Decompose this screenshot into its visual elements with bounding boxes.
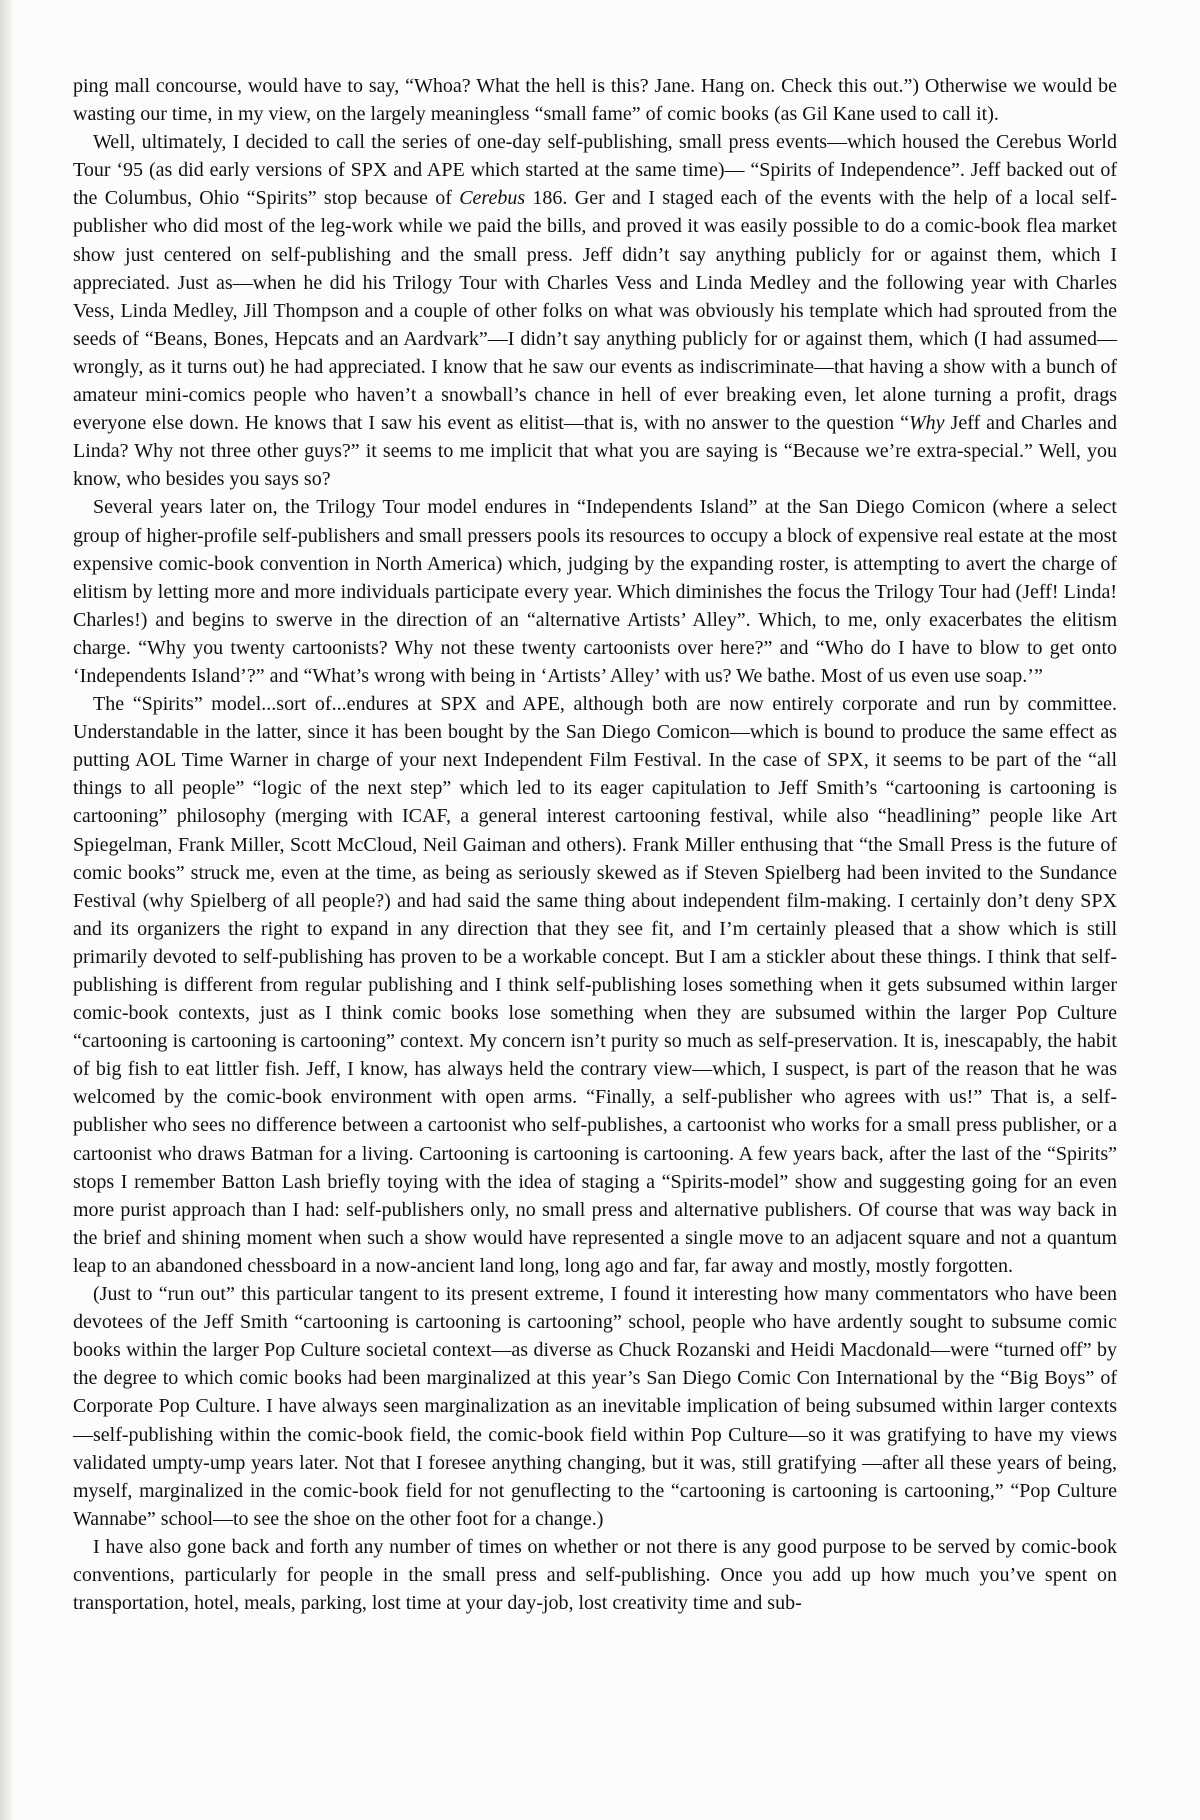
article-body [73, 72, 1117, 1617]
text-run: Jeff and Charles and Linda? Why not three other guys?” it seems to me implicit that what you are saying is “Because we’re extra-special.” Well, you know, who besides you says so? [73, 412, 1118, 491]
paragraph-2 [73, 128, 1117, 493]
paragraph-4 [73, 690, 1117, 1280]
text-run: Well, ultimately, I decided to call the series of one-day self-publishing, small press events—which housed the Cerebus World Tour ‘95 (as did early versions of SPX and APE which started at the same time)— “Spirits of Independence”. Jeff backed out of the Columbus, Ohio “Spirits” stop because of [73, 131, 1117, 210]
paragraph-6 [73, 1533, 1117, 1617]
paragraph-1 [73, 72, 1117, 128]
text-run: I have also gone back and forth any number of times on whether or not there is any good purpose to be served by comic-book conventions, particularly for people in the small press and self-publishing. Once you add up how much you’ve spent on transportation, hotel, meals, parking, lost time at your day-job, lost creativity time and sub- [73, 1535, 1117, 1615]
text-run: The “Spirits” model...sort of...endures at SPX and APE, although both are now entirely corporate and run by committee. Understandable in the latter, since it has been bought by the San Diego Comicon—which is bound to produce the same effect as putting AOL Time Warner in charge of your next Independent Film Festival. In the case of SPX, it seems to be part of the “all things to all people” “logic of the next step” which led to its eager capitulation to Jeff Smith’s “cartooning is cartooning is cartooning” philosophy (merging with ICAF, a general interest cartooning festival, while also “headlining” people like Art Spiegelman, Frank Miller, Scott McCloud, Neil Gaiman and others). Frank Miller enthusing that “the Small Press is the future of comic books” struck me, even at the time, as being as seriously skewed as if Steven Spielberg had been invited to the Sundance Festival (why Spielberg of all people?) and had said the same thing about independent film-making. I certainly don’t deny SPX and its organizers the right to expand in any direction that they see fit, and I’m certainly pleased that a show which is still primarily devoted to self-publishing has proven to be a workable concept. But I am a stickler about these things. I think that self-publishing is different from regular publishing and I think self-publishing loses something when it gets subsumed within larger comic-book contexts, just as I think comic books lose something when they are subsumed within the larger Pop Culture “cartooning is cartooning is cartooning” context. My concern isn’t purity so much as self-preservation. It is, inescapably, the habit of big fish to eat littler fish. Jeff, I know, has always held the contrary view—which, I suspect, is part of the reason that he was welcomed by the comic-book environment with open arms. “Finally, a self-publisher who agrees with us!” That is, a self-publisher who sees no difference between a cartoonist who self-publishes, a cartoonist who works for a small press publisher, or a cartoonist who draws Batman for a living. Cartooning is cartooning is cartooning. A few years back, after the last of the “Spirits” stops I remember Batton Lash briefly toying with the idea of staging a “Spirits-model” show and suggesting going for an even more purist approach than I had: self-publishers only, no small press and alternative publishers. Of course that was way back in the brief and shining moment when such a show would have represented a single move to an adjacent square and not a quantum leap to an abandoned chessboard in a now-ancient land long, long ago and far, far away and mostly, mostly forgotten. [73, 693, 1117, 1277]
italic-text: Why [909, 412, 945, 435]
page-scan-edge [0, 0, 14, 1820]
text-run: ping mall concourse, would have to say, “Whoa? What the hell is this? Jane. Hang on. Check this out.”) Otherwise we would be wasting our time, in my view, on the largely meaningless “small fame” of comic books (as Gil Kane used to call it). [73, 75, 1117, 126]
paragraph-3 [73, 493, 1117, 690]
text-run: 186. Ger and I staged each of the events with the help of a local self-publisher who did most of the leg-work while we paid the bills, and proved it was easily possible to do a comic-book flea market show just centered on self-publishing and the small press. Jeff didn’t say anything publicly for or against them, which I appreciated. Just as—when he did his Trilogy Tour with Charles Vess and Linda Medley and the following year with Charles Vess, Linda Medley, Jill Thompson and a couple of other folks on what was obviously his template which had sprouted from the seeds of “Beans, Bones, Hepcats and an Aardvark”—I didn’t say anything publicly for or against them, which (I had assumed—wrongly, as it turns out) he had appreciated. I know that he saw our events as indiscriminate—that having a show with a bunch of amateur mini-comics people who haven’t a snowball’s chance in hell of ever breaking even, let alone turning a profit, drags everyone else down. He knows that I saw his event as elitist—that is, with no answer to the question “ [73, 187, 1118, 435]
italic-text: Cerebus [459, 187, 526, 210]
paragraph-5 [73, 1280, 1117, 1533]
text-run: Several years later on, the Trilogy Tour model endures in “Independents Island” at the San Diego Comicon (where a select group of higher-profile self-publishers and small pressers pools its resources to occupy a block of expensive real estate at the most expensive comic-book convention in North America) which, judging by the expanding roster, is attempting to avert the charge of elitism by letting more and more individuals participate every year. Which diminishes the focus the Trilogy Tour had (Jeff! Linda! Charles!) and begins to swerve in the direction of an “alternative Artists’ Alley”. Which, to me, only exacerbates the elitism charge. “Why you twenty cartoonists? Why not these twenty cartoonists over here?” and “Who do I have to blow to get onto ‘Independents Island’?” and “What’s wrong with being in ‘Artists’ Alley’ with us? We bathe. Most of us even use soap.’” [73, 496, 1117, 687]
text-run: (Just to “run out” this particular tangent to its present extreme, I found it interesting how many commentators who have been devotees of the Jeff Smith “cartooning is cartooning is cartooning” school, people who have ardently sought to subsume comic books within the larger Pop Culture societal context—as diverse as Chuck Rozanski and Heidi Macdonald—were “turned off” by the degree to which comic books had been marginalized at this year’s San Diego Comic Con International by the “Big Boys” of Corporate Pop Culture. I have always seen marginalization as an inevitable implication of being subsumed within larger contexts—self-publishing within the comic-book field, the comic-book field within Pop Culture—so it was gratifying to have my views validated umpty-ump years later. Not that I foresee anything changing, but it was, still gratifying —after all these years of being, myself, marginalized in the comic-book field for not genuflecting to the “cartooning is cartooning is cartooning,” “Pop Culture Wannabe” school—to see the shoe on the other foot for a change.) [73, 1283, 1117, 1530]
